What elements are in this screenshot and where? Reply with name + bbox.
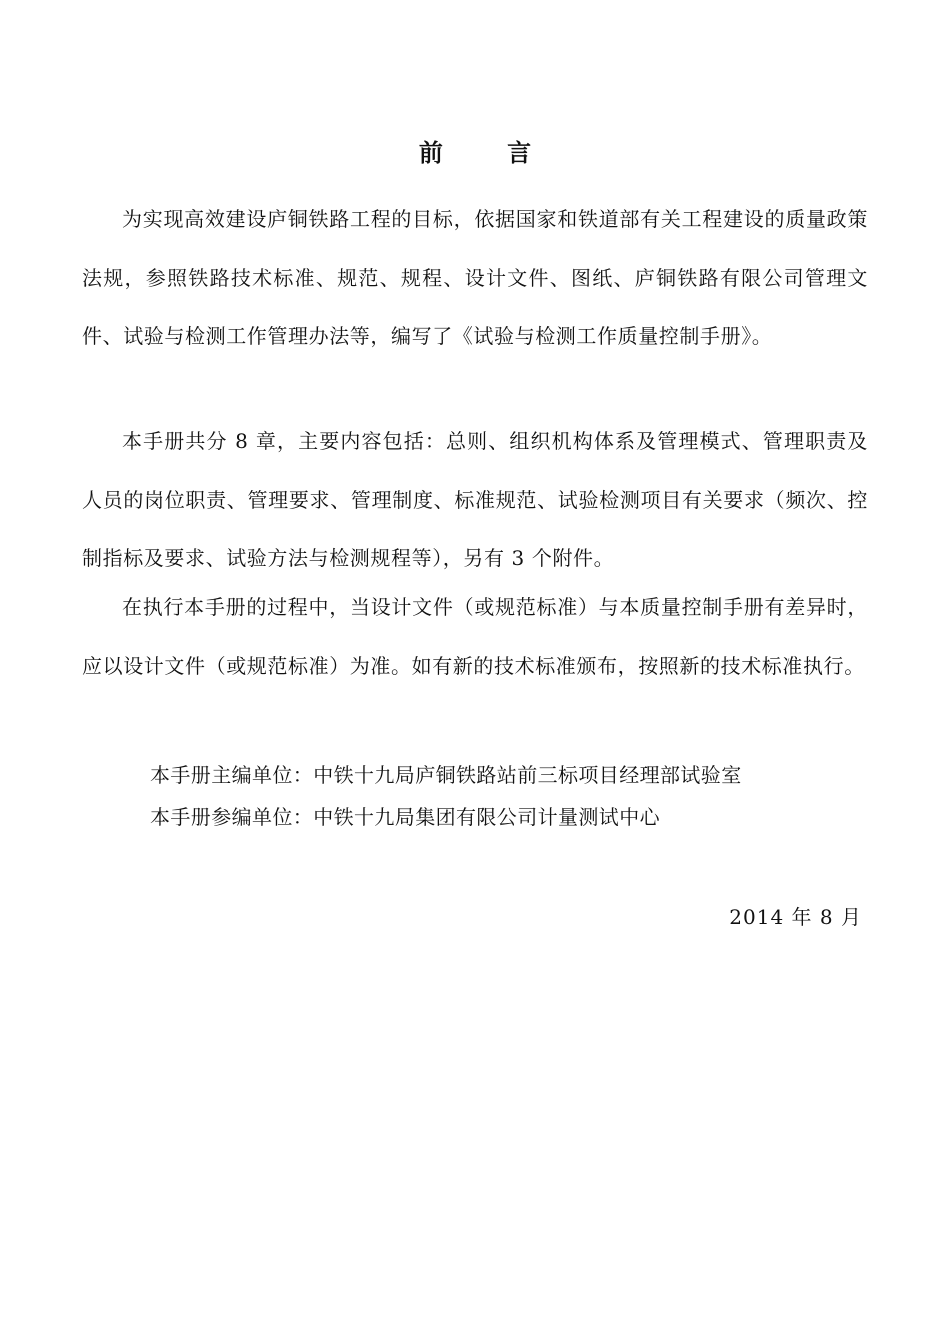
preface-paragraph-3: 在执行本手册的过程中，当设计文件（或规范标准）与本质量控制手册有差异时，应以设计文件（或规范标准）为准。如有新的技术标准颁布，按照新的技术标准执行。 [82, 595, 868, 678]
preface-paragraph-2: 本手册共分 8 章，主要内容包括：总则、组织机构体系及管理模式、管理职责及人员的岗位职责、管理要求、管理制度、标准规范、试验检测项目有关要求（频次、控制指标及要求、试验方法与检测规程等），另有 3 个附件。 [82, 429, 868, 570]
page-title: 前 言 [418, 138, 560, 167]
document-date: 2014 年 8 月 [729, 905, 862, 929]
preface-paragraph-1: 为实现高效建设庐铜铁路工程的目标，依据国家和铁道部有关工程建设的质量政策法规，参照铁路技术标准、规范、规程、设计文件、图纸、庐铜铁路有限公司管理文件、试验与检测工作管理办法等，编写了《试验与检测工作质量控制手册》。 [82, 207, 868, 348]
participating-editor-unit: 本手册参编单位：中铁十九局集团有限公司计量测试中心 [150, 805, 660, 829]
main-editor-unit: 本手册主编单位：中铁十九局庐铜铁路站前三标项目经理部试验室 [150, 763, 742, 787]
